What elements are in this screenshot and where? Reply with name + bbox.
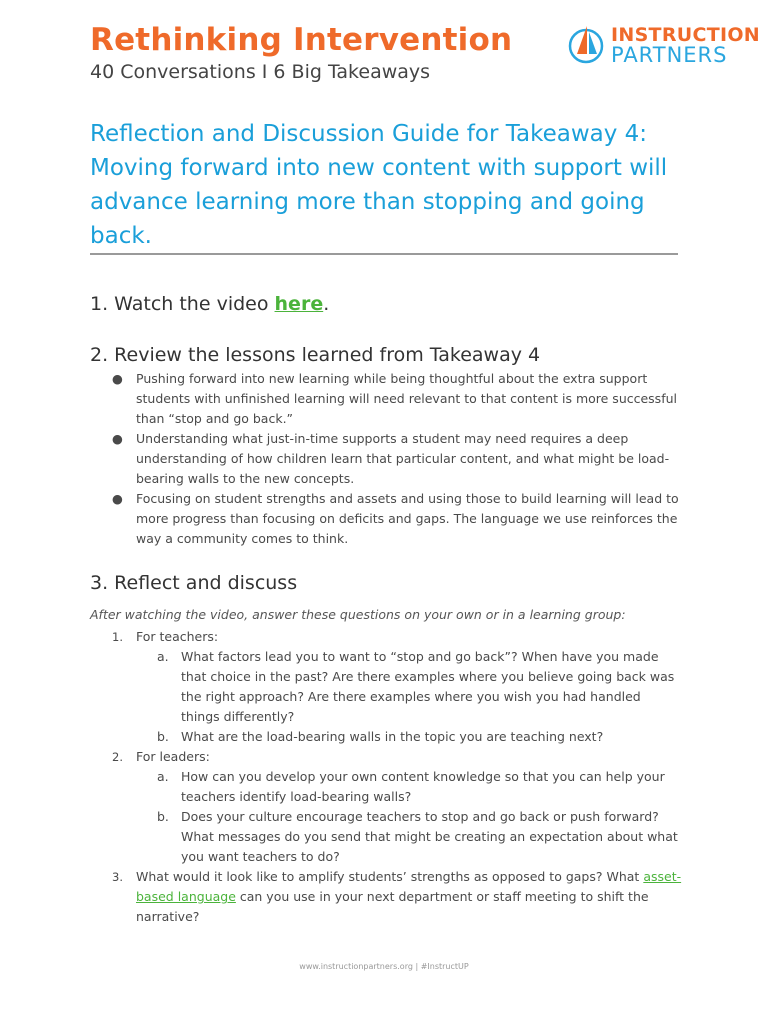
sub-question (112, 727, 682, 747)
question-text-post: can you use in your next department or staff meeting to shift the narrative? (136, 889, 649, 924)
sub-text: What are the load-bearing walls in the topic you are teaching next? (181, 729, 604, 744)
sub-letter: a. (157, 649, 169, 664)
list-item (112, 429, 682, 489)
list-item (112, 369, 682, 429)
question-label: For teachers: (136, 629, 219, 644)
sub-letter: b. (157, 729, 169, 744)
question-text-pre: What would it look like to amplify students’ strengths as opposed to gaps? What (136, 869, 644, 884)
document-subtitle: 40 Conversations I 6 Big Takeaways (90, 61, 431, 83)
step1-period: . (323, 293, 330, 315)
bullet-icon: ● (112, 431, 123, 446)
footer: www.instructionpartners.org | #InstructUP (299, 962, 469, 971)
list-item (112, 489, 682, 549)
sub-question (112, 647, 682, 727)
lessons-list (112, 369, 682, 549)
document-title: Rethinking Intervention (90, 22, 513, 58)
bullet-icon: ● (112, 491, 123, 506)
step2-heading: 2. Review the lessons learned from Takeaway 4 (90, 344, 541, 366)
bullet-text: Pushing forward into new learning while being thoughtful about the extra support students with unfinished learning will need relevant to that content is more successful than “stop and go back.” (136, 371, 677, 426)
sub-text: How can you develop your own content knowledge so that you can help your teachers identify load-bearing walls? (181, 769, 665, 804)
sub-question (112, 767, 682, 807)
instruction-partners-logo (567, 24, 761, 68)
logo-text-partners: PARTNERS (611, 43, 728, 67)
question-item (112, 867, 682, 927)
question-number: 1. (112, 630, 123, 644)
sub-letter: b. (157, 809, 169, 824)
bullet-text: Focusing on student strengths and assets and using those to build learning will lead to more progress than focusing on deficits and gaps. The language we use reinforces the way a community comes to think. (136, 491, 679, 546)
sail-logo-icon (567, 24, 607, 66)
guide-title: Reflection and Discussion Guide for Takeaway 4: Moving forward into new content with support will advance learning more than stopping and going back. (90, 121, 668, 249)
step1-heading (90, 293, 329, 315)
logo-text-instruction: INSTRUCTION (611, 24, 761, 46)
question-item (112, 747, 682, 767)
questions-list (112, 627, 682, 927)
sub-letter: a. (157, 769, 169, 784)
question-item (112, 627, 682, 647)
question-number: 2. (112, 750, 123, 764)
sub-text: Does your culture encourage teachers to stop and go back or push forward? What messages do you send that might be creating an expectation about what you want teachers to do? (181, 809, 678, 864)
step3-heading: 3. Reflect and discuss (90, 572, 298, 594)
step3-intro: After watching the video, answer these questions on your own or in a learning group: (90, 607, 626, 622)
video-link[interactable]: here (274, 293, 324, 315)
step1-text: 1. Watch the video (90, 293, 275, 315)
bullet-icon: ● (112, 371, 123, 386)
question-number: 3. (112, 870, 123, 884)
sub-text: What factors lead you to want to “stop and go back”? When have you made that choice in the past? Are there examples where you believe going back was the right approach? Are there examples where you wish you had handled things differently? (181, 649, 675, 724)
asset-based-language-link[interactable]: asset-based language (136, 869, 682, 904)
divider (90, 253, 678, 255)
bullet-text: Understanding what just-in-time supports a student may need requires a deep understanding of how children learn that particular content, and what might be load-bearing walls to the new concepts. (136, 431, 670, 486)
sub-question (112, 807, 682, 867)
question-label: For leaders: (136, 749, 210, 764)
